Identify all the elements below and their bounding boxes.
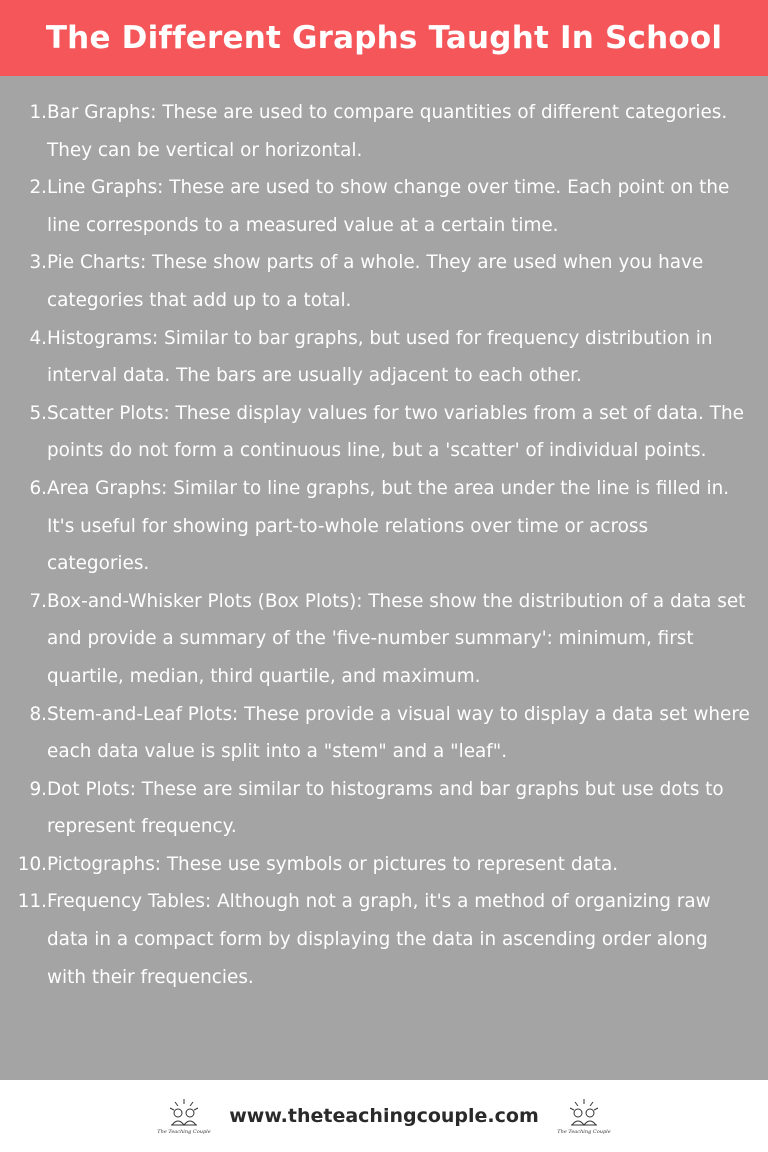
list-item-text: Dot Plots: These are similar to histograms and bar graphs but use dots to represent frequency.	[47, 778, 724, 838]
list-item-number: 2.	[29, 177, 47, 199]
page-title: The Different Graphs Taught In School	[45, 20, 723, 56]
list-item-text: Bar Graphs: These are used to compare quantities of different categories. They can be vertical or horizontal.	[47, 102, 728, 161]
list-item-text: Pictographs: These use symbols or pictures to represent data.	[47, 853, 619, 875]
list-item-number: 9.	[29, 778, 47, 800]
list-item	[0, 883, 752, 996]
list-item-text: Area Graphs: Similar to line graphs, but the area under the line is filled in. It's useful for showing part-to-whole relations over time or across categories.	[47, 477, 730, 575]
list-item-text: Frequency Tables: Although not a graph, it's a method of organizing raw data in a compact form by displaying the data in ascending order along with their frequencies.	[47, 891, 711, 988]
list-item-text: Line Graphs: These are used to show change over time. Each point on the line corresponds to a measured value at a certain time.	[47, 177, 730, 236]
list-item-text: Pie Charts: These show parts of a whole. They are used when you have categories that add up to a total.	[47, 252, 704, 311]
list-item-number: 7.	[29, 590, 47, 612]
list-item	[0, 94, 752, 169]
list-item-number: 4.	[29, 327, 47, 349]
list-item-number: 10.	[17, 853, 47, 875]
logo-text: The Teaching Couple	[557, 1129, 611, 1135]
teaching-couple-logo-left	[157, 1096, 211, 1136]
list-item	[0, 169, 752, 244]
list-item	[0, 583, 752, 696]
content-panel	[0, 76, 768, 1080]
list-item-number: 3.	[29, 252, 47, 274]
footer	[0, 1080, 768, 1152]
list-item	[0, 320, 752, 395]
list-item-text: Box-and-Whisker Plots (Box Plots): These show the distribution of a data set and provide a summary of the 'five-number summary': minimum, first quartile, median, third quartile, and maximum.	[47, 590, 746, 687]
list-item-number: 1.	[29, 102, 47, 123]
graph-list	[0, 94, 752, 996]
list-item	[0, 244, 752, 319]
list-item-number: 8.	[29, 703, 47, 725]
list-item	[0, 395, 752, 470]
list-item	[0, 771, 752, 846]
list-item-number: 5.	[29, 402, 47, 424]
logo-text: The Teaching Couple	[157, 1129, 211, 1135]
list-item-text: Scatter Plots: These display values for two variables from a set of data. The points do not form a continuous line, but a 'scatter' of individual points.	[47, 402, 744, 462]
list-item	[0, 846, 752, 884]
list-item	[0, 470, 752, 583]
list-item-number: 6.	[29, 477, 47, 499]
teaching-couple-logo-right	[557, 1096, 611, 1136]
list-item-text: Histograms: Similar to bar graphs, but used for frequency distribution in interval data. The bars are usually adjacent to each other.	[47, 327, 713, 387]
list-item	[0, 696, 752, 771]
website-url[interactable]: www.theteachingcouple.com	[229, 1105, 539, 1127]
list-item-text: Stem-and-Leaf Plots: These provide a visual way to display a data set where each data value is split into a "stem" and a "leaf".	[47, 703, 750, 763]
list-item-number: 11.	[17, 891, 47, 913]
header-banner	[0, 0, 768, 76]
